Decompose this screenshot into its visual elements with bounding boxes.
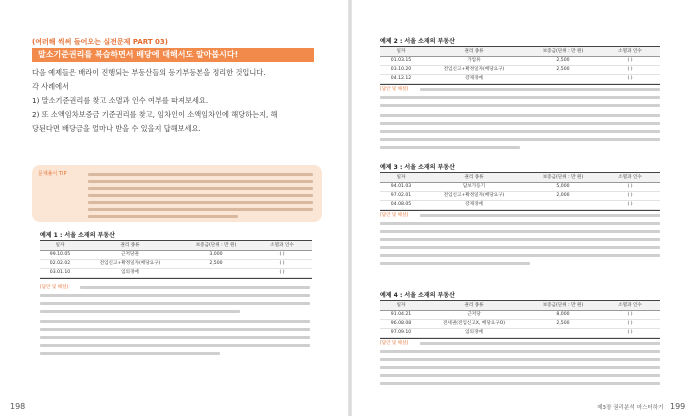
answer-text-line [380, 238, 660, 241]
answer-text-line [380, 262, 530, 265]
table-row: 97.02.01 전입신고+확정일자(배당요구) 2,000 ( ) [380, 191, 660, 201]
tip-text-line [88, 194, 313, 197]
table-row: 91.04.21 근저당 8,000 ( ) [380, 310, 660, 320]
tip-text-line [88, 215, 238, 218]
answer-text-line [380, 146, 520, 149]
answer-tag: [답안 및 해설] [380, 213, 409, 218]
answer-text-line [40, 344, 310, 347]
answer-text-line [40, 294, 310, 297]
tip-text-line [88, 173, 313, 176]
review-banner: 말소기준권리를 복습하면서 배당에 대해서도 알아봅시다! [32, 48, 314, 62]
table-header: 일자 권리 종류 보증금(단위 : 만 원) 소멸과 인수 [380, 47, 660, 57]
chapter-footer: 제3장 권리분석 마스터하기 [597, 405, 664, 411]
answer-tag: [답안 및 해설] [380, 341, 409, 346]
answer-text-line [380, 254, 660, 257]
example-2-table [380, 46, 660, 85]
answer-text-line [40, 328, 310, 331]
table-row: 04.08.05 강제경매 ( ) [380, 200, 660, 210]
table-row: 02.02.02 전입신고+확정일자(배당요구) 2,500 ( ) [40, 259, 312, 269]
answer-text-line [380, 130, 660, 133]
answer-text-line [420, 214, 660, 217]
answer-text-line [40, 336, 310, 339]
answer-text-line [380, 138, 660, 141]
answer-text-line [380, 246, 660, 249]
table-row: 03.10.20 전입신고+확정일자(배당요구) 2,500 ( ) [380, 65, 660, 75]
tip-text-line [88, 180, 313, 183]
table-row: 04.12.12 강제경매 ( ) [380, 74, 660, 84]
example-4-table [380, 300, 660, 339]
answer-text-line [420, 88, 660, 91]
section-title: (여러해 씩써 들어오는 실전문제 PART 03) [32, 38, 168, 46]
answer-text-line [380, 222, 660, 225]
table-row: 94.01.03 담보가등기 5,000 ( ) [380, 182, 660, 192]
answer-text-line [380, 114, 660, 117]
answer-text-line [40, 352, 220, 355]
example-3-title: 예제 3 : 서울 소재의 부동산 [380, 164, 455, 171]
answer-text-line [380, 122, 660, 125]
answer-text-line [380, 104, 660, 107]
example-3-table [380, 172, 660, 211]
table-row: 01.03.15 가압류 2,500 ( ) [380, 56, 660, 66]
tip-text-line [88, 208, 313, 211]
question-line: 1) 말소기준권리를 찾고 소멸과 인수 여부를 따져보세요. [32, 96, 209, 105]
table-row: 99.10.05 근저당권 3,000 ( ) [40, 250, 312, 260]
example-1-table [40, 240, 312, 279]
answer-text-line [40, 302, 310, 305]
answer-text-line [380, 382, 660, 385]
page-number-left: 198 [10, 402, 26, 411]
answer-text-line [80, 286, 310, 289]
answer-text-line [380, 358, 660, 361]
tip-text-line [88, 201, 313, 204]
page-number-right: 199 [670, 402, 686, 411]
question-line: 다음 예제들은 배라이 진행되는 부동산들의 등기부등본을 정리한 것입니다. [32, 68, 266, 77]
example-2-title: 예제 2 : 서울 소재의 부동산 [380, 38, 455, 45]
example-1-title: 예제 1 : 서울 소재의 부동산 [40, 232, 115, 239]
table-header: 일자 권리 종류 보증금(단위 : 만 원) 소멸과 인수 [380, 301, 660, 311]
question-line: 각 사례에서 [32, 82, 70, 91]
question-line: 당된다면 배당금을 얼마나 받을 수 있을지 답해보세요. [32, 124, 201, 133]
answer-text-line [420, 342, 660, 345]
table-header: 일자 권리 종류 보증금(단위 : 만 원) 소멸과 인수 [40, 241, 312, 251]
table-row: 03.01.10 임의경매 ( ) [40, 268, 312, 278]
answer-text-line [380, 374, 660, 377]
table-row: 96.08.08 전세권(전입신고X, 배당요구O) 2,500 ( ) [380, 319, 660, 329]
table-header: 일자 권리 종류 보증금(단위 : 만 원) 소멸과 인수 [380, 173, 660, 183]
answer-text-line [40, 310, 240, 313]
answer-text-line [380, 96, 660, 99]
answer-text-line [40, 320, 310, 323]
tip-label: 문제풀이 TIP [38, 171, 67, 177]
example-4-title: 예제 4 : 서울 소재의 부동산 [380, 292, 455, 299]
tip-text-line [88, 187, 313, 190]
question-line: 2) 또 소액임차보증금 기준권리를 찾고, 임차인이 소액임차인에 해당하는지, 해 [32, 110, 278, 119]
answer-tag: [답안 및 해설] [380, 87, 409, 92]
answer-text-line [380, 350, 660, 353]
answer-tag: [답안 및 해설] [40, 285, 69, 290]
answer-text-line [380, 230, 660, 233]
table-row: 97.09.10 임의경매 ( ) [380, 328, 660, 338]
answer-text-line [380, 366, 660, 369]
